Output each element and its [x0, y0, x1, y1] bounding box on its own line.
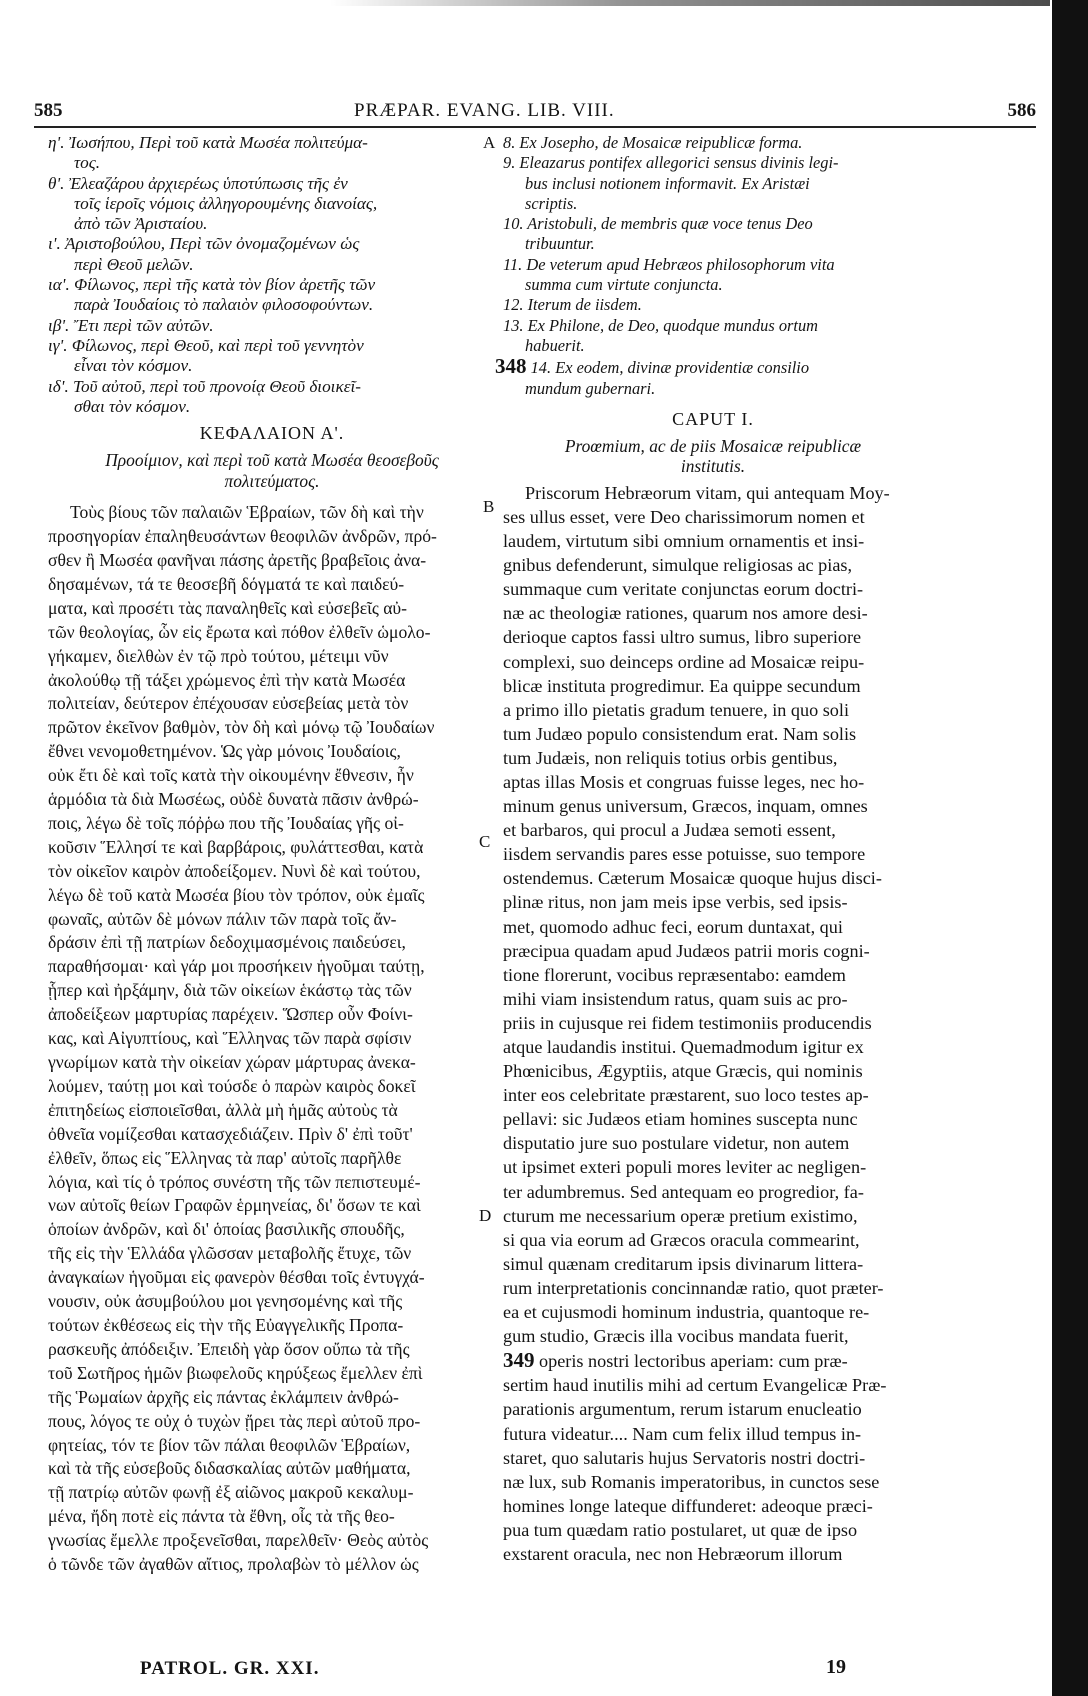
- greek-text-line: κοῦσιν Ἕλλησί τε καὶ βαρβάροις, φυλάττεσθαι, κατὰ: [48, 836, 424, 857]
- latin-text-line: tione florerunt, vocibus repræsentabo: eamdem: [503, 964, 846, 985]
- toc-line: η'. Ἰωσήπου, Περὶ τοῦ κατὰ Μωσέα πολιτεύμα-: [48, 133, 368, 152]
- latin-text-line: præcipua quadam apud Judæos patrii moris cogni-: [503, 940, 870, 961]
- toc-line: ιβ'. Ἔτι περὶ τῶν αὐτῶν.: [48, 315, 214, 335]
- column-number-348: 348: [495, 354, 527, 379]
- greek-text-line: ἐλθεῖν, ὅπως εἰς Ἕλληνας τὰ παρ' αὐτοῖς παρῆλθε: [48, 1147, 402, 1168]
- scan-smudge: [330, 0, 1050, 6]
- toc-line: tribuuntur.: [525, 234, 595, 254]
- greek-text-line: γνωρίμων κατὰ τὴν οἰκείαν χώραν μάρτυρας ἀνεκα-: [48, 1052, 416, 1072]
- toc-line: 10. Aristobuli, de membris quæ voce tenus Deo: [503, 214, 813, 234]
- latin-text-line: ut ipsimet exteri populi mores leviter ac negligen-: [503, 1157, 867, 1178]
- greek-text-line: κας, καὶ Αἰγυπτίους, καὶ Ἕλληνας τῶν παρὰ σφίσιν: [48, 1028, 412, 1049]
- greek-text-line: ὀθνεῖα νομίζεσθαι κατασχεδιάζειν. Πρὶν δ' ἐπὶ τοῦτ': [48, 1123, 413, 1144]
- greek-text-line: πολιτείαν, δεύτερον ἐπέχουσαν εὐσεβείας μετὰ τὸν: [48, 693, 409, 714]
- toc-line: 8. Ex Josepho, de Mosaicæ reipublicæ forma.: [503, 133, 803, 152]
- latin-text-line: priis in cujusque rei fidem testimoniis producendis: [503, 1012, 872, 1033]
- toc-line: ι'. Ἀριστοβούλου, Περὶ τῶν ὀνομαζομένων ὡς: [48, 234, 360, 254]
- subtitle-line: Proœmium, ac de piis Mosaicæ reipublicæ: [564, 435, 862, 456]
- latin-text-line: inter eos celebritate præstarent, suo loco testes ap-: [503, 1085, 869, 1106]
- toc-line: 12. Iterum de iisdem.: [503, 295, 642, 315]
- greek-text-line: ἁρμόδια τὰ διὰ Μωσέως, οὐδὲ δυνατὰ πᾶσιν ἀνθρώ-: [48, 789, 419, 810]
- latin-text-line: derioque captos fassi ultro sumus, libro superiore: [503, 627, 862, 648]
- right-page-number: 586: [1007, 100, 1036, 121]
- toc-line: habuerit.: [525, 335, 585, 355]
- latin-text-line: sertim haud inutilis mihi ad certum Evangelicæ Præ-: [503, 1375, 887, 1396]
- greek-text-line: τούτων ἐκθέσεως εἰς τὴν τῆς Εὐαγγελικῆς Προπα-: [48, 1314, 404, 1335]
- latin-text-line: Phœnicibus, Ægyptiis, atque Græcis, qui nominis: [503, 1061, 863, 1082]
- toc-line: 9. Eleazarus pontifex allegorici sensus divinis legi-: [503, 153, 839, 173]
- greek-text-line: καὶ τὰ τῆς εὐσεβοῦς διδασκαλίας αὐτῶν μαθήματα,: [48, 1458, 411, 1479]
- latin-text-line: mihi viam insistendum ratus, quam suis ac pro-: [503, 988, 848, 1009]
- greek-text-line: φητείας, τόν τε βίον τῶν πάλαι θεοφιλῶν Ἑβραίων,: [48, 1434, 411, 1455]
- greek-text-line: τοῦ Σωτῆρος ἡμῶν βιωφελοῦς κηρύξεως ἔμελλεν ἐπὶ: [48, 1362, 423, 1383]
- subtitle-line: institutis.: [680, 456, 746, 477]
- latin-text-line: Priscorum Hebræorum vitam, qui antequam Moy-: [525, 482, 890, 503]
- greek-text-line: παραθήσομαι· καὶ γάρ μοι προσήκειν ἡγοῦμαι ταύτῃ,: [48, 956, 425, 977]
- latin-text-line: tum Judæis, non reliquis totius orbis gentibus,: [503, 747, 838, 768]
- scan-edge: [1052, 0, 1088, 1696]
- greek-text-line: λούμεν, ταύτῃ μοι καὶ τούσδε ὁ παρὼν καιρὸς δοκεῖ: [48, 1075, 416, 1096]
- greek-text-line: ἀκολούθῳ τῇ τάξει χρώμενος ἐπὶ τὴν κατὰ Μωσέα: [48, 669, 406, 690]
- latin-text-line: futura videatur.... Nam cum felix illud tempus in-: [503, 1423, 862, 1444]
- toc-line: θ'. Ἐλεαζάρου ἀρχιερέως ὑποτύπωσις τῆς ἐν: [48, 173, 348, 193]
- toc-line: mundum gubernari.: [525, 378, 656, 398]
- greek-text-line: τὸν οἰκεῖον καιρὸν ἀποδείξομεν. Νυνὶ δὲ καὶ τούτου,: [48, 860, 421, 881]
- latin-text-line: staret, quo salutaris hujus Servatoris nostri doctri-: [503, 1447, 866, 1468]
- latin-text-line: disputatio jure suo postulare videtur, non autem: [503, 1133, 850, 1154]
- header-rule: [34, 126, 1036, 128]
- latin-text-line: complexi, suo deinceps ordine ad Mosaicæ reipu-: [503, 651, 865, 672]
- toc-line: παρὰ Ἰουδαίοις τὸ παλαιὸν φιλοσοφούντων.: [74, 295, 374, 315]
- toc-line: 13. Ex Philone, de Deo, quodque mundus ortum: [503, 315, 819, 335]
- greek-text-line: προσηγορίαν ἐπαληθευσάντων θεοφιλῶν ἀνδρῶν, πρό-: [48, 526, 437, 547]
- toc-line: 11. De veterum apud Hebræos philosophorum vita: [503, 254, 835, 274]
- latin-text-line: pua tum quædam ratio postularet, ut quæ de ipso: [503, 1519, 858, 1540]
- latin-text-line: minum genus universum, Græcos, inquam, omnes: [503, 796, 868, 817]
- greek-text-line: δησαμένων, τά τε θεοσεβῆ δόγματά τε καὶ παιδεύ-: [48, 573, 405, 594]
- latin-text-line: atque laudandis institui. Quemadmodum igitur ex: [503, 1037, 864, 1058]
- greek-text-line: τῇ πατρίῳ αὐτῶν φωνῇ ἐξ αἰῶνος μακροῦ κεκαλυμ-: [48, 1482, 414, 1503]
- latin-text-line: plinæ ritus, non jam meis ipse verbis, sed ipsis-: [503, 892, 848, 913]
- left-page-number: 585: [34, 100, 63, 121]
- latin-text-line: parationis argumentum, rerum istarum enucleatio: [503, 1399, 862, 1420]
- greek-text-line: οὐκ ἔτι δὲ καὶ τοῖς κατὰ τὴν οἰκουμένην ἔθνεσιν, ἦν: [48, 765, 414, 786]
- toc-line: bus inclusi notionem informavit. Ex Aristæi: [525, 173, 810, 193]
- toc-line: εἶναι τὸν κόσμον.: [74, 356, 193, 376]
- latin-text-line: ea et cujusmodi hominum industria, quantoque re-: [503, 1302, 870, 1323]
- greek-text-line: τῆς εἰς τὴν Ἑλλάδα γλῶσσαν μεταβολῆς ἔτυχε, τῶν: [48, 1243, 412, 1264]
- greek-text-line: ρασκευῆς ἀπόδειξιν. Ἐπειδὴ γὰρ ὅσον οὔπω τὰ τῆς: [48, 1338, 410, 1359]
- greek-chapter-subtitle: [48, 450, 496, 491]
- greek-text-line: ὁποίων ἀνδρῶν, καὶ δι' ὁποίας βασιλικῆς σπουδῆς,: [48, 1219, 405, 1240]
- greek-text-line: ᾗπερ καὶ ἠρξάμην, διὰ τῶν οἰκείων ἑκάστῳ τὰς τῶν: [48, 980, 412, 1001]
- latin-text-line: homines longe lateque diffunderet: adeoque præci-: [503, 1495, 873, 1516]
- greek-text-line: ἔθνει νενομοθετημένον. Ὡς γὰρ μόνοις Ἰουδαίοις,: [48, 741, 401, 762]
- toc-line: περὶ Θεοῦ μελῶν.: [74, 254, 194, 274]
- running-title: PRÆPAR. EVANG. LIB. VIII.: [354, 100, 615, 121]
- greek-chapter-heading: ΚΕΦΑΛΑΙΟΝ Α'.: [199, 423, 345, 444]
- latin-text-line: aptas illas Mosis et congruas fuisse leges, nec ho-: [503, 771, 865, 792]
- latin-text-line: gnibus defenderunt, simulque religiosas ac pias,: [503, 555, 853, 576]
- margin-marker-d: D: [479, 1206, 492, 1225]
- margin-marker-a: A: [483, 133, 496, 152]
- greek-text-line: ποις, λέγω δὲ τοῖς πόῤῥω που τῆς Ἰουδαίας γῆς οἰ-: [48, 812, 404, 833]
- toc-line: σθαι τὸν κόσμον.: [74, 396, 191, 416]
- subtitle-line: Προοίμιον, καὶ περὶ τοῦ κατὰ Μωσέα θεοσεβοῦς: [105, 450, 439, 471]
- greek-text-line: δράσιν ἐπὶ τῇ πατρίων δεδοχιμασμένοις παιδεύσει,: [48, 932, 406, 953]
- greek-text-line: ἀποδείξεων μαρτυρίας παρέχειν. Ὥσπερ οὖν Φοίνι-: [48, 1004, 413, 1025]
- greek-body-text: [48, 501, 496, 1577]
- latin-text-line: næ lux, sub Romanis imperatoribus, in cunctos sese: [503, 1471, 880, 1492]
- latin-text-line: iisdem servandis pares esse potuisse, suo tempore: [503, 844, 866, 865]
- greek-text-line: λόγια, καὶ τίς ὁ τρόπος συνέστη τῆς τῶν πεπιστευμέ-: [48, 1171, 421, 1192]
- latin-text-line: næ ac theologiæ rationes, quarum nos amore desi-: [503, 603, 868, 624]
- greek-text-line: πρῶτον ἐκεῖνον βαθμὸν, τὸν δὴ καὶ μόνῳ τῷ Ἰουδαίων: [48, 717, 435, 738]
- column-number-349: 349: [503, 1348, 535, 1373]
- latin-text-line: pellavi: sic Judæos etiam homines suscepta nunc: [503, 1109, 858, 1130]
- footer-series: PATROL. GR. XXI.: [140, 1658, 320, 1679]
- latin-text-line: gum studio, Græcis illa vocibus mandata fuerit,: [503, 1326, 849, 1347]
- latin-text-line: summaque cum veritate conjunctas eorum doctri-: [503, 579, 864, 600]
- greek-text-line: νων αὐτοῖς θείων Γραφῶν ἑρμηνείας, δι' ὅσων τε καὶ: [48, 1195, 421, 1216]
- margin-marker-b: B: [483, 497, 495, 516]
- latin-body-text: [503, 481, 923, 1566]
- greek-text-line: γνωσίας ἔμελλε προξενεῖσθαι, παρελθεῖν· Θεὸς αὐτὸς: [48, 1530, 429, 1551]
- latin-text-line: laudem, virtutum sibi omnium ornamentis et insi-: [503, 531, 865, 552]
- subtitle-line: πολιτεύματος.: [224, 470, 320, 491]
- margin-marker-c: C: [479, 832, 491, 851]
- greek-text-line: ἐπιτηδείως εἰσποιεῖσθαι, ἀλλὰ μὴ ἡμᾶς αὐτοὺς τὰ: [48, 1099, 398, 1120]
- latin-text-line: simul quænam creditarum ipsis divinarum littera-: [503, 1253, 864, 1274]
- latin-text-line: ter adumbremus. Sed antequam eo progredior, fa-: [503, 1181, 864, 1202]
- latin-text-line: tum Judæo populo consistendum erat. Nam solis: [503, 723, 857, 744]
- greek-contents: [48, 133, 496, 417]
- footer-signature: 19: [826, 1656, 846, 1678]
- latin-text-line: si qua via eorum ad Græcos oracula commearint,: [503, 1229, 860, 1250]
- greek-text-line: πους, λόγος τε οὐχ ὁ τυχὼν ᾔρει τὰς περὶ αὐτοῦ προ-: [48, 1410, 421, 1431]
- latin-text-line: blicæ instituta progredimur. Ea quippe secundum: [503, 675, 861, 696]
- latin-text-line-text: operis nostri lectoribus aperiam: cum præ-: [539, 1351, 848, 1372]
- latin-text-line: et barbaros, qui procul a Judæa semoti essent,: [503, 820, 836, 841]
- page-header: [34, 100, 1036, 128]
- greek-text-line: σθεν ἢ Μωσέα φανῆναι πάσης ἀρετῆς βραβεῖοις ἀνα-: [48, 549, 427, 570]
- toc-line: ιδ'. Τοῦ αὐτοῦ, περὶ τοῦ προνοίᾳ Θεοῦ διοικεῖ-: [48, 376, 361, 396]
- toc-line: ιγ'. Φίλωνος, περὶ Θεοῦ, καὶ περὶ τοῦ γεννητὸν: [48, 335, 364, 355]
- latin-text-line: ostendemus. Cæterum Mosaicæ quoque hujus disci-: [503, 868, 882, 889]
- latin-chapter-subtitle: [503, 436, 923, 477]
- latin-text-line: met, quomodo adhuc feci, eorum duntaxat, qui: [503, 916, 843, 937]
- latin-chapter-heading: CAPUT I.: [672, 408, 754, 429]
- greek-text-line: ἀναγκαίων ἡγοῦμαι εἰς φανερὸν θέσθαι τοῖς ἐντυγχά-: [48, 1267, 425, 1288]
- greek-text-line: λέγω δὲ τοῦ κατὰ Μωσέα βίου τὸν τρόπον, οὐκ ἐμαῖς: [48, 884, 425, 905]
- greek-text-line: φωναῖς, αὐτῶν δὲ μόνων πάλιν τῶν παρὰ τοῖς ἄν-: [48, 908, 397, 929]
- toc-line-text: 14. Ex eodem, divinæ providentiæ consilio: [530, 358, 810, 378]
- latin-text-line: ses ullus esset, vere Deo charissimorum nomen et: [503, 506, 865, 527]
- latin-text-line: a primo illo pietatis gradum tenuere, in quo soli: [503, 699, 849, 720]
- greek-text-line: γήκαμεν, διελθὼν ἐν τῷ πρὸ τούτου, μέτειμι νῦν: [48, 645, 389, 666]
- greek-text-line: νουσιν, οὐκ ἀσυμβούλου μοι γενησομένης καὶ τῆς: [48, 1291, 403, 1312]
- latin-contents: [495, 133, 923, 399]
- greek-text-line: τῆς Ῥωμαίων ἀρχῆς εἰς πάντας ἐκλάμπειν ἀνθρώ-: [48, 1386, 399, 1407]
- latin-column: [495, 133, 923, 1566]
- latin-text-line: [503, 1348, 923, 1373]
- greek-text-line: ὁ τῶνδε τῶν ἀγαθῶν αἴτιος, προλαβὼν τὸ μέλλον ὡς: [48, 1554, 419, 1575]
- latin-text-line: rum interpretationis concinnandæ ratio, quot præter-: [503, 1277, 884, 1298]
- toc-line: ἀπὸ τῶν Ἀρισταίου.: [74, 214, 208, 234]
- greek-text-line: Τοὺς βίους τῶν παλαιῶν Ἑβραίων, τῶν δὴ καὶ τὴν: [70, 502, 424, 523]
- greek-text-line: μένα, ἤδη ποτὲ εἰς πάντα τὰ ἔθνη, οἷς τὰ τῆς θεο-: [48, 1506, 395, 1527]
- latin-text-line: cturum me necessarium operæ pretium existimo,: [503, 1205, 858, 1226]
- toc-line: summa cum virtute conjuncta.: [525, 275, 723, 295]
- toc-line: ια'. Φίλωνος, περὶ τῆς κατὰ τὸν βίον ἀρετῆς τῶν: [48, 275, 376, 295]
- toc-line: scriptis.: [525, 193, 578, 213]
- latin-text-line: exstarent oracula, nec non Hebræorum illorum: [503, 1543, 843, 1564]
- greek-text-line: ματα, καὶ προσέτι τὰς παναληθεῖς καὶ εὐσεβεῖς αὐ-: [48, 597, 408, 618]
- toc-line: [495, 356, 923, 378]
- greek-column: [48, 133, 496, 1577]
- toc-line: τοῖς ἱεροῖς νόμοις ἀλληγορουμένης διανοίας,: [74, 193, 378, 213]
- toc-line: τος.: [74, 153, 101, 173]
- greek-text-line: τῶν θεολογίας, ὧν εἰς ἔρωτα καὶ πόθον ἐλθεῖν ὡμολο-: [48, 621, 431, 642]
